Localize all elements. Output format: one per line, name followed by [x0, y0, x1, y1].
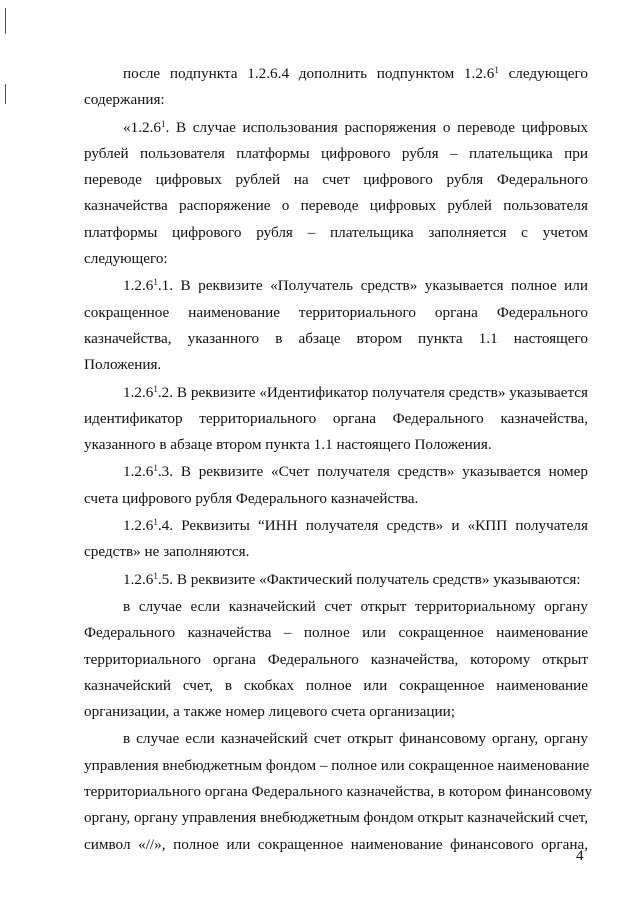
- text-segment: .1. В реквизите «Получатель средств» указывается полное или: [157, 277, 588, 295]
- text-line: [84, 594, 588, 620]
- text-segment: 1.2.6: [123, 517, 154, 535]
- text-segment: казначейства, указанного в абзаце втором пункта 1.1 настоящего: [84, 329, 588, 347]
- superscript-index: 1: [153, 463, 158, 474]
- text-segment: . В случае использования распоряжения о переводе цифровых: [165, 118, 588, 136]
- text-line: [84, 726, 588, 752]
- text-segment: Положения.: [84, 356, 162, 374]
- text-line: [84, 779, 593, 805]
- document-body: [84, 61, 593, 858]
- text-line: [84, 647, 588, 673]
- text-line: [84, 326, 588, 352]
- text-line: [84, 673, 588, 699]
- margin-mark-lower: [5, 84, 6, 104]
- text-segment: 1.2.6: [123, 463, 154, 481]
- paragraph-p2: [84, 115, 588, 273]
- text-line: [84, 432, 588, 458]
- paragraph-p3: [84, 273, 588, 378]
- text-segment: .2. В реквизите «Идентификатор получателя средств» указывается: [157, 383, 588, 401]
- text-segment: территориального органа Федерального казначейства, в котором финансовому: [84, 783, 593, 801]
- text-segment: сокращенное наименование территориального органа Федерального: [84, 303, 588, 321]
- superscript-index: 1: [160, 118, 166, 129]
- paragraph-p6: [84, 513, 588, 566]
- text-line: [84, 459, 588, 485]
- text-segment: органу, органу управления внебюджетным фондом открыт казначейский счет,: [84, 809, 589, 827]
- text-line: [84, 567, 588, 593]
- text-line: [84, 805, 588, 831]
- text-segment: Федерального казначейства – полное или сокращенное наименование: [84, 624, 588, 642]
- text-segment: рублей пользователя платформы цифрового рубля – плательщика при: [84, 144, 588, 162]
- superscript-index: 1: [153, 570, 158, 581]
- superscript-index: 1: [494, 65, 499, 75]
- paragraph-p9: [84, 726, 593, 857]
- superscript-index: 1: [153, 517, 158, 528]
- text-line: [84, 513, 588, 539]
- text-segment: символ «//», полное или сокращенное наименование финансового органа,: [84, 835, 588, 853]
- text-line: [84, 300, 588, 326]
- text-segment: .3. В реквизите «Счет получателя средств» указывается номер: [157, 463, 588, 481]
- text-line: [84, 61, 588, 87]
- paragraph-p1: [84, 61, 588, 114]
- text-line: [84, 115, 588, 141]
- text-segment: содержания:: [84, 91, 165, 109]
- text-segment: после подпункта 1.2.6.4 дополнить подпунктом 1.2.6: [123, 65, 495, 82]
- text-line: [84, 406, 588, 432]
- text-line: [84, 167, 588, 193]
- paragraph-p7: [84, 567, 588, 593]
- text-line: [84, 246, 588, 272]
- text-segment: платформы цифрового рубля – плательщика заполняется с учетом: [84, 223, 588, 241]
- text-line: [84, 141, 588, 167]
- text-segment: управления внебюджетным фондом – полное или сокращенное наименование: [84, 756, 590, 774]
- text-segment: следующего: [498, 65, 588, 82]
- paragraph-p8: [84, 594, 588, 725]
- margin-mark-top: [5, 8, 6, 34]
- text-segment: .4. Реквизиты “ИНН получателя средств» и «КПП получателя: [157, 517, 588, 535]
- text-segment: 1.2.6: [123, 383, 154, 401]
- text-segment: территориального органа Федерального казначейства, которому открыт: [84, 650, 588, 668]
- text-segment: 1.2.6: [123, 277, 154, 295]
- text-line: [84, 699, 588, 725]
- text-segment: средств» не заполняются.: [84, 543, 250, 561]
- text-line: [84, 539, 588, 565]
- text-line: [84, 220, 588, 246]
- text-line: [84, 380, 588, 406]
- superscript-index: 1: [153, 383, 158, 394]
- paragraph-p5: [84, 459, 588, 512]
- text-line: [84, 486, 588, 512]
- text-segment: 1.2.6: [123, 570, 154, 588]
- text-line: [84, 193, 588, 219]
- text-segment: следующего:: [84, 250, 168, 268]
- paragraph-p4: [84, 380, 588, 459]
- text-segment: переводе цифровых рублей на счет цифрового рубля Федерального: [84, 171, 588, 189]
- text-segment: организации, а также номер лицевого счета организации;: [84, 703, 456, 721]
- superscript-index: 1: [153, 277, 158, 288]
- page-number: 4: [576, 848, 584, 864]
- text-line: [84, 87, 588, 113]
- text-line: [84, 753, 588, 779]
- text-line: [84, 620, 588, 646]
- text-segment: идентификатор территориального органа Федерального казначейства,: [84, 409, 588, 427]
- text-line: [84, 832, 588, 858]
- text-segment: казначейства распоряжение о переводе цифровых рублей пользователя: [84, 197, 588, 215]
- text-line: [84, 273, 588, 299]
- text-segment: казначейский счет, в скобках полное или сокращенное наименование: [84, 676, 588, 694]
- text-segment: счета цифрового рубля Федерального казначейства.: [84, 489, 419, 507]
- text-segment: .5. В реквизите «Фактический получатель средств» указываются:: [157, 570, 581, 588]
- text-segment: в случае если казначейский счет открыт финансовому органу, органу: [123, 730, 588, 748]
- text-segment: указанного в абзаце втором пункта 1.1 настоящего Положения.: [84, 436, 492, 454]
- text-segment: «1.2.6: [123, 118, 161, 136]
- text-line: [84, 352, 588, 378]
- text-segment: в случае если казначейский счет открыт территориальному органу: [123, 597, 588, 615]
